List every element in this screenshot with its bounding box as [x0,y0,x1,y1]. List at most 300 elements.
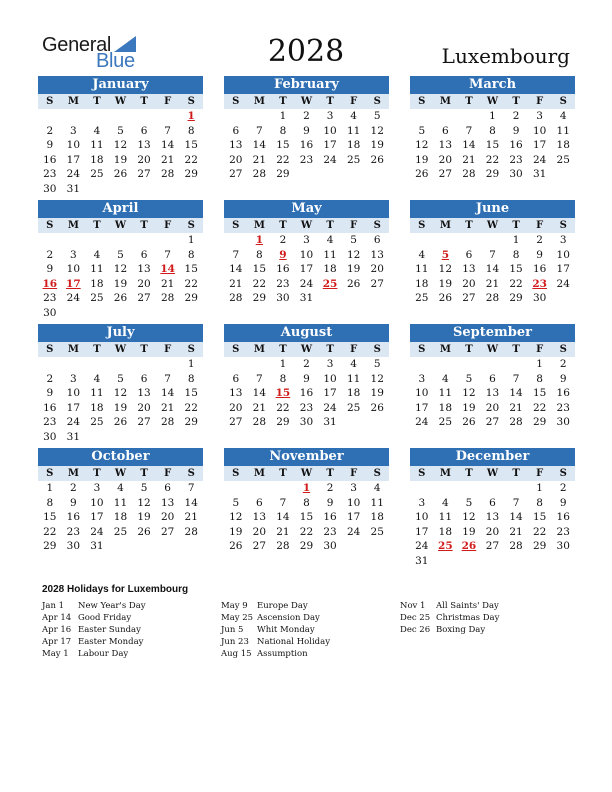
month-march [410,76,575,182]
holiday-row [42,648,146,660]
day-cell: 6 [232,372,240,385]
empty-cell [85,357,109,372]
day-cell: 18 [90,153,104,166]
weekday-label: F [536,344,544,355]
day-cell: 19 [462,401,476,414]
weekday-label: S [373,220,381,231]
day-cell: 3 [326,110,334,122]
holiday-row [221,600,330,612]
day-cell: 22 [276,153,290,166]
day-grid [410,357,575,430]
weekday-label: S [559,344,567,355]
day-cell: 10 [415,511,429,524]
empty-cell [62,233,86,248]
day-cell: 12 [370,372,384,385]
day-cell: 24 [323,153,337,166]
empty-cell [85,109,109,124]
weekday-label: F [536,96,544,107]
month-title: December [410,448,575,466]
day-cell: 10 [532,124,547,137]
weekday-label: T [279,220,287,231]
month-title: May [224,200,389,218]
weekday-label: S [232,344,240,355]
day-cell: 27 [370,277,384,290]
day-cell: 27 [485,540,500,553]
empty-cell [38,109,62,124]
day-cell: 15 [532,511,547,524]
holiday-column [42,600,146,660]
day-cell: 10 [415,387,429,400]
day-cell: 20 [137,277,151,290]
day-cell: 27 [438,168,453,181]
empty-cell [156,357,180,372]
empty-cell [85,233,109,248]
day-cell: 12 [438,263,453,276]
day-cell: 24 [415,540,429,553]
weekday-label: W [486,344,499,355]
weekday-label: T [93,96,101,107]
day-cell: 18 [90,277,104,290]
day-cell: 29 [276,416,290,429]
holiday-date: Dec 25 [400,613,431,623]
weekday-label: S [559,220,567,231]
day-cell: 19 [370,139,384,152]
day-cell: 17 [415,525,429,538]
holiday-row [42,612,146,624]
empty-cell [481,481,505,496]
day-cell: 21 [509,401,523,414]
day-cell: 19 [346,263,361,276]
weekday-label: S [187,344,195,355]
day-cell: 3 [418,372,426,385]
day-cell: 6 [140,124,148,137]
day-cell: 20 [485,401,500,414]
month-title: September [410,324,575,342]
day-cell: 17 [66,153,81,166]
day-cell: 24 [346,525,361,538]
day-cell: 5 [350,234,357,246]
empty-cell [248,481,272,496]
day-cell: 16 [299,387,314,400]
day-cell: 17 [323,139,337,152]
day-cell: 6 [373,234,381,246]
weekday-label: T [326,96,334,107]
day-cell: 11 [346,372,361,385]
day-cell: 2 [559,358,567,370]
month-title: March [410,76,575,94]
day-cell: 28 [160,168,175,181]
day-cell: 30 [299,416,314,429]
holiday-row [400,600,499,612]
day-cell: 11 [346,124,361,137]
holiday-day-cell: 17 [66,277,81,290]
day-cell: 8 [303,496,310,509]
day-cell: 10 [346,496,361,509]
brand-logo [42,34,152,74]
day-cell: 26 [370,153,384,166]
day-cell: 22 [532,401,547,414]
weekday-label: T [279,468,287,479]
day-cell: 30 [43,430,57,443]
day-cell: 8 [489,124,496,137]
day-grid [410,481,575,569]
day-cell: 22 [509,277,523,290]
holiday-date: May 25 [221,613,254,623]
logo-text-general: General [42,34,112,56]
day-cell: 20 [160,511,175,524]
day-cell: 6 [489,496,496,509]
weekday-label: T [93,344,101,355]
month-title: February [224,76,389,94]
day-cell: 16 [276,263,290,276]
empty-cell [224,233,248,248]
day-cell: 3 [303,234,310,246]
day-cell: 11 [438,511,453,524]
day-cell: 9 [559,372,567,385]
day-cell: 12 [370,124,384,137]
weekday-label: T [512,96,520,107]
holiday-row [42,636,146,648]
day-cell: 12 [415,139,429,152]
day-cell: 26 [113,168,128,181]
day-cell: 28 [229,292,243,305]
day-cell: 25 [346,401,361,414]
day-cell: 4 [93,248,101,261]
day-cell: 7 [164,372,171,385]
weekday-label: T [465,96,473,107]
day-cell: 19 [415,153,429,166]
empty-cell [481,357,505,372]
weekday-label: S [418,220,426,231]
empty-cell [109,109,133,124]
month-april [38,200,203,321]
weekday-label: F [350,468,358,479]
holiday-column [221,600,330,660]
holiday-date: Apr 16 [42,625,72,635]
day-cell: 25 [90,416,104,429]
day-cell: 11 [90,139,104,152]
day-cell: 15 [252,263,267,276]
day-cell: 4 [93,124,101,137]
holiday-day-cell: 5 [441,248,449,261]
day-cell: 22 [184,277,198,290]
day-cell: 14 [509,511,523,524]
day-cell: 16 [532,263,547,276]
day-cell: 13 [137,139,151,152]
day-cell: 12 [462,387,476,400]
day-cell: 27 [137,416,151,429]
calendar-year: 2028 [267,34,345,69]
day-cell: 23 [43,168,57,181]
day-cell: 2 [536,234,543,246]
day-cell: 26 [462,416,476,429]
day-cell: 11 [556,124,570,137]
day-cell: 15 [276,139,290,152]
day-cell: 24 [299,277,314,290]
day-cell: 9 [46,139,54,152]
day-cell: 26 [137,525,151,538]
day-cell: 13 [229,139,243,152]
day-cell: 2 [512,110,520,122]
weekday-label: M [67,220,79,231]
day-cell: 9 [303,124,310,137]
day-cell: 21 [160,401,175,414]
day-cell: 9 [559,496,567,509]
holiday-day-cell: 15 [275,387,291,400]
weekday-label: T [512,468,520,479]
day-cell: 15 [184,387,198,400]
day-cell: 4 [442,496,449,509]
day-cell: 13 [370,248,384,261]
day-cell: 2 [326,482,334,494]
day-cell: 3 [326,358,334,370]
month-title: August [224,324,389,342]
holiday-day-cell: 26 [461,540,477,553]
day-cell: 23 [509,153,523,166]
holiday-row [221,648,330,660]
weekday-label: T [93,468,101,479]
holiday-row [400,612,499,624]
weekday-label: F [164,344,172,355]
day-cell: 11 [415,263,429,276]
day-cell: 2 [303,358,310,370]
day-grid [224,109,389,182]
day-cell: 23 [299,401,314,414]
day-cell: 30 [509,168,523,181]
day-cell: 25 [90,168,104,181]
empty-cell [410,233,434,248]
day-cell: 29 [252,292,267,305]
day-cell: 27 [160,525,175,538]
day-cell: 17 [66,401,81,414]
day-cell: 17 [323,387,337,400]
holiday-day-cell: 23 [532,277,547,290]
day-cell: 12 [113,387,128,400]
holiday-name: Whit Monday [257,625,315,635]
day-cell: 17 [415,401,429,414]
day-cell: 8 [536,496,543,509]
day-cell: 6 [232,124,240,137]
day-cell: 24 [66,416,81,429]
day-cell: 4 [373,482,381,494]
weekday-label: S [187,468,195,479]
day-cell: 31 [323,416,337,429]
day-cell: 23 [43,292,57,305]
day-cell: 5 [140,482,148,494]
day-cell: 11 [370,496,384,509]
weekday-header [410,466,575,481]
day-cell: 29 [532,416,547,429]
empty-cell [434,357,458,372]
holidays-title: 2028 Holidays for Luxembourg [42,584,189,595]
day-cell: 22 [43,525,57,538]
month-july [38,324,203,445]
weekday-label: F [164,220,172,231]
day-cell: 1 [279,358,287,370]
weekday-label: M [439,468,451,479]
day-cell: 16 [43,401,57,414]
day-cell: 26 [415,168,429,181]
day-cell: 22 [252,277,267,290]
holiday-date: May 1 [42,649,69,659]
weekday-header [410,94,575,109]
empty-cell [62,109,86,124]
day-cell: 23 [556,525,570,538]
month-june [410,200,575,306]
day-cell: 22 [276,401,290,414]
day-cell: 8 [279,372,287,385]
day-cell: 27 [462,292,476,305]
day-cell: 10 [323,124,337,137]
day-cell: 7 [512,496,520,509]
weekday-label: T [465,468,473,479]
day-cell: 7 [256,372,263,385]
empty-cell [457,233,481,248]
day-cell: 6 [140,372,148,385]
weekday-label: S [232,468,240,479]
day-cell: 16 [43,153,57,166]
weekday-label: T [326,468,334,479]
day-cell: 6 [489,372,496,385]
day-cell: 31 [532,168,547,181]
day-cell: 30 [556,540,570,553]
weekday-label: S [559,96,567,107]
empty-cell [434,233,458,248]
day-cell: 21 [252,153,267,166]
day-cell: 24 [556,277,570,290]
day-cell: 13 [252,511,267,524]
day-cell: 20 [137,401,151,414]
day-cell: 10 [556,248,570,261]
day-cell: 5 [117,124,124,137]
day-cell: 2 [279,234,287,246]
month-title: January [38,76,203,94]
holiday-name: Easter Monday [78,637,144,647]
day-cell: 4 [117,482,124,494]
day-cell: 26 [370,401,384,414]
weekday-label: W [486,220,499,231]
empty-cell [224,357,248,372]
day-cell: 9 [70,496,77,509]
weekday-label: T [465,220,473,231]
weekday-label: T [279,344,287,355]
day-cell: 13 [137,263,151,276]
weekday-header [224,218,389,233]
month-august [224,324,389,430]
day-cell: 1 [489,110,496,122]
day-cell: 28 [160,292,175,305]
day-cell: 5 [418,124,426,137]
day-cell: 18 [113,511,128,524]
day-cell: 24 [415,416,429,429]
holiday-row [400,624,499,636]
day-grid [38,109,203,197]
month-title: November [224,448,389,466]
day-cell: 7 [256,124,263,137]
weekday-header [224,466,389,481]
day-cell: 18 [346,387,361,400]
weekday-label: M [439,220,451,231]
day-cell: 1 [46,482,54,494]
day-cell: 9 [536,248,543,261]
day-cell: 28 [252,168,267,181]
day-cell: 5 [465,496,473,509]
weekday-label: S [187,220,195,231]
month-september [410,324,575,430]
day-cell: 14 [252,387,267,400]
day-cell: 29 [299,540,314,553]
day-cell: 17 [532,139,547,152]
day-cell: 23 [556,401,570,414]
weekday-label: S [373,468,381,479]
day-cell: 20 [438,153,453,166]
day-cell: 31 [66,182,81,195]
day-cell: 19 [229,525,243,538]
holiday-name: Labour Day [78,649,129,659]
day-grid [224,357,389,430]
day-cell: 26 [113,292,128,305]
day-cell: 18 [346,139,361,152]
day-cell: 28 [485,292,500,305]
day-cell: 22 [184,401,198,414]
weekday-label: S [418,468,426,479]
day-cell: 18 [556,139,570,152]
holiday-day-cell: 9 [279,248,287,261]
weekday-label: F [350,220,358,231]
day-cell: 6 [442,124,449,137]
weekday-label: T [465,344,473,355]
day-cell: 16 [66,511,81,524]
day-cell: 3 [70,124,77,137]
day-cell: 16 [509,139,523,152]
day-cell: 4 [418,248,426,261]
day-cell: 7 [465,124,473,137]
day-cell: 11 [323,248,337,261]
day-cell: 2 [559,482,567,494]
weekday-label: W [114,220,127,231]
day-cell: 27 [137,292,151,305]
day-cell: 29 [485,168,500,181]
day-cell: 2 [70,482,77,494]
calendar-country: Luxembourg [441,44,570,68]
day-cell: 20 [252,525,267,538]
weekday-header [410,218,575,233]
empty-cell [132,357,156,372]
day-cell: 10 [299,248,314,261]
day-cell: 12 [113,263,128,276]
day-cell: 15 [485,139,500,152]
day-cell: 31 [66,430,81,443]
day-cell: 30 [532,292,547,305]
weekday-label: T [140,344,148,355]
day-grid [38,233,203,321]
day-cell: 8 [536,372,543,385]
day-cell: 23 [66,525,81,538]
empty-cell [410,109,434,124]
day-cell: 14 [160,387,175,400]
day-cell: 5 [232,496,240,509]
holiday-date: Nov 1 [400,601,426,611]
empty-cell [38,233,62,248]
day-cell: 23 [276,277,290,290]
holiday-day-cell: 25 [438,540,453,553]
weekday-label: S [232,96,240,107]
day-cell: 9 [512,124,520,137]
day-cell: 24 [90,525,104,538]
day-cell: 18 [370,511,384,524]
day-cell: 13 [137,387,151,400]
day-cell: 9 [303,372,310,385]
